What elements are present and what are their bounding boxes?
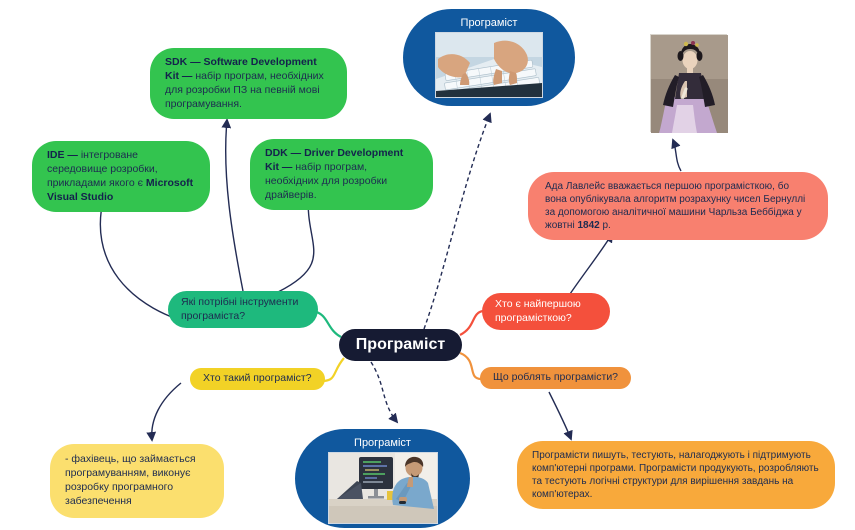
typing-hands-photo: [435, 32, 543, 98]
edge-center-top-image: [424, 114, 490, 329]
node-answer-first[interactable]: [528, 172, 828, 240]
node-question-tools[interactable]: [168, 291, 318, 328]
question-who-label: Хто такий програміст?: [203, 372, 312, 384]
node-ide-definition[interactable]: [32, 141, 210, 212]
ide-example: Microsoft Visual Studio: [47, 176, 194, 203]
edge-who-answer: [152, 383, 181, 440]
programmer-at-desk-photo: [328, 452, 438, 524]
ide-definition-text: інтегроване середовище розробки, прикладами якого є: [47, 149, 158, 189]
answer-who-text: - фахівець, що займається програмуванням, виконує розробку програмного забезпечення: [65, 453, 196, 507]
answer-what-text: Програмісти пишуть, тестують, налагоджують і підтримують комп'ютерні програми. Програмісти продукують, розробляють та тестують логічні структури для вирішення завдань на комп'ютерах.: [532, 450, 819, 500]
ddk-term: DDK — Driver Development Kit —: [265, 147, 404, 173]
edge-center-what: [460, 353, 481, 379]
node-bottom-programmer-image[interactable]: [295, 429, 470, 528]
node-ddk-definition[interactable]: [250, 139, 433, 210]
node-ada-lovelace-portrait[interactable]: [650, 34, 727, 132]
node-question-first[interactable]: [482, 293, 610, 330]
edge-center-who: [322, 358, 344, 381]
question-first-label: Хто є найпершою програмісткою?: [495, 298, 581, 324]
node-center-topic[interactable]: [339, 329, 462, 361]
edge-answer-portrait: [673, 140, 681, 171]
sdk-definition-text: набір програм, необхідних для розробки ПЗ на певній мові програмування.: [165, 69, 324, 110]
edge-what-answer: [549, 392, 571, 439]
node-question-who[interactable]: [190, 368, 325, 390]
ide-term: IDE —: [47, 149, 78, 161]
ada-lovelace-portrait: [651, 120, 728, 137]
bottom-image-label: Програміст: [354, 437, 411, 449]
edge-tools-sdk: [226, 120, 243, 291]
node-answer-who[interactable]: [50, 444, 224, 518]
edge-center-first: [460, 311, 483, 335]
node-answer-what[interactable]: [517, 441, 835, 509]
center-topic-label: Програміст: [355, 336, 446, 353]
question-tools-label: Які потрібні інструменти програміста?: [181, 296, 299, 322]
edge-center-bottom-image: [371, 362, 397, 422]
node-sdk-definition[interactable]: [150, 48, 347, 119]
node-question-what[interactable]: [480, 367, 631, 389]
top-image-label: Програміст: [460, 17, 518, 29]
question-what-label: Що роблять програмісти?: [493, 371, 619, 383]
node-top-programmer-image[interactable]: [403, 9, 575, 106]
answer-first-text: Ада Лавлейс вважається першою програмісткою, бо вона опублікувала алгоритм розрахунку чисел Бернуллі за допомогою аналітичної машини Чарльза Беббіджа у жовтні: [545, 181, 806, 231]
sdk-term: SDK — Software Development Kit —: [165, 56, 317, 82]
edge-first-answer: [570, 234, 612, 294]
answer-first-year: 1842: [577, 220, 600, 231]
ddk-definition-text: набір програм, необхідних для розробки драйверів.: [265, 160, 388, 201]
answer-first-suffix: р.: [602, 220, 611, 231]
